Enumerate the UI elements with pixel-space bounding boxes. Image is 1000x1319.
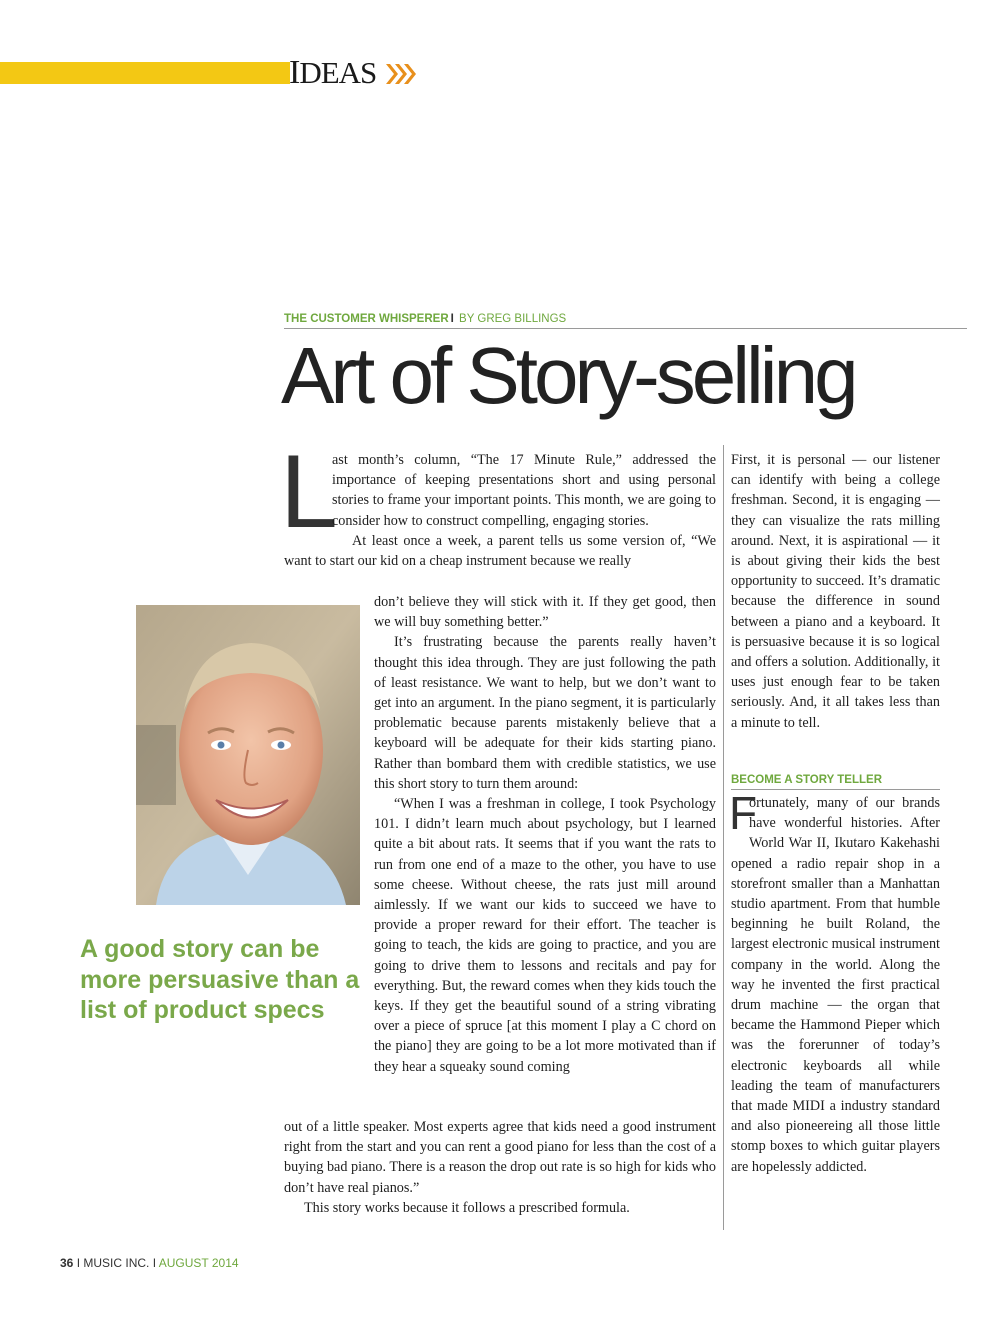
paragraph: don’t believe they will stick with it. If they get good, then we will buy something better.”: [374, 594, 716, 631]
paragraph: “When I was a freshman in college, I took Psychology 101. I didn’t learn much about psychology, but I learned quite a bit about rats. It seems that if you want the rats to run from one end of a maze to the other, you have to use some cheese. Without cheese, the rats just mill around aimlessly. If we want our kids to succeed we have to provide a proper reward for their effort. The teacher is going to teach, the kids are going to practice, and you are going to drive them to lessons and recitals and pay for everything. But, the reward comes when they kids touch the keys. If they get the beautiful sound of a string vibrating over a piece of spruce [at this moment I play a C chord on the piano] they are going to be a lot more motivated than if they hear a squeaky sound coming: [374, 796, 716, 1075]
article-body-indented: [374, 592, 716, 1077]
page-footer: 36 I MUSIC INC. I AUGUST 2014: [60, 1256, 239, 1270]
author-photo: [136, 605, 360, 905]
drop-cap: F: [729, 787, 758, 839]
subhead: BECOME A STORY TELLER: [731, 773, 940, 790]
column-divider: [723, 445, 724, 1230]
article-intro: L ast month’s column, “The 17 Minute Rule,” addressed the importance of keeping presentations short and using personal stories to frame your important points. This month, we are going to consider how to construct compelling, engaging stories. At least once a week, a parent tells us some version of, “We want to start our kid on a cheap instrument because we really: [284, 450, 716, 571]
section-title: IDEAS: [289, 54, 377, 91]
column-kicker: THE CUSTOMER WHISPERER I BY GREG BILLINGS: [284, 312, 967, 329]
drop-cap: L: [280, 434, 338, 550]
paragraph: This story works because it follows a prescribed formula.: [304, 1199, 630, 1216]
article-column-2: [731, 450, 940, 733]
pull-quote: A good story can be more persuasive than a list of product specs: [80, 935, 360, 1024]
issue-date: AUGUST 2014: [158, 1256, 239, 1270]
page-number: 36: [60, 1256, 74, 1270]
headline: Art of Story-selling: [281, 331, 855, 420]
byline: BY GREG BILLINGS: [459, 313, 567, 325]
paragraph: At least once a week, a parent tells us some version of, “We want to start our kid on a cheap instrument because we really: [284, 532, 716, 570]
paragraph: First, it is personal — our listener can identify with being a college freshman. Second, it is engaging — they can visualize the rats milling around. Next, it is aspirational — it is about giving their kids the best opportunity to succeed. It’s dramatic because the difference in sound between a piano and a keyboard. It is persuasive because it is so logical and offers a solution. Additionally, it uses just enough fear to be taken seriously. And, it all takes less than a minute to tell.: [731, 452, 940, 731]
article-column-2-section: F ortunately, many of our brands have wonderful histories. After World War II, Ikutaro Kakehashi opened a radio repair shop in a storefront smaller than a Manhattan studio apartment. From that humble beginning he built Roland, the largest electronic musical instrument company in the world. Along the way he invented the first practical drum machine — the organ that became the Hammond Pieper which was the forerunner of today’s electronic keyboards all while leading the team of manufacturers that made MIDI a industry standard and also pioneereing all those little stomp boxes to which guitar players are hopelessly addicted.: [729, 787, 940, 1175]
paragraph: It’s frustrating because the parents really haven’t thought this idea through. They are just following the path of least resistance. We want to help, but we don’t want to get into an argument. In the piano segment, it is particularly problematic because parents mistakenly believe that a keyboard will be adequate for their kids starting piano. Rather than bombard them with credible statistics, we use this short story to turn them around:: [374, 634, 716, 792]
magazine-name: MUSIC INC.: [83, 1256, 150, 1270]
article-body-bottom: [284, 1117, 716, 1218]
section-color-bar: [0, 62, 290, 84]
chevron-right-icon: [384, 62, 418, 86]
paragraph: out of a little speaker. Most experts agree that kids need a good instrument right from the start and you can rent a good piano for less than the cost of a buying bad piano. There is a reason the drop out rate is so high for kids who don’t have real pianos.”: [284, 1119, 716, 1196]
column-name: THE CUSTOMER WHISPERER: [284, 313, 449, 325]
